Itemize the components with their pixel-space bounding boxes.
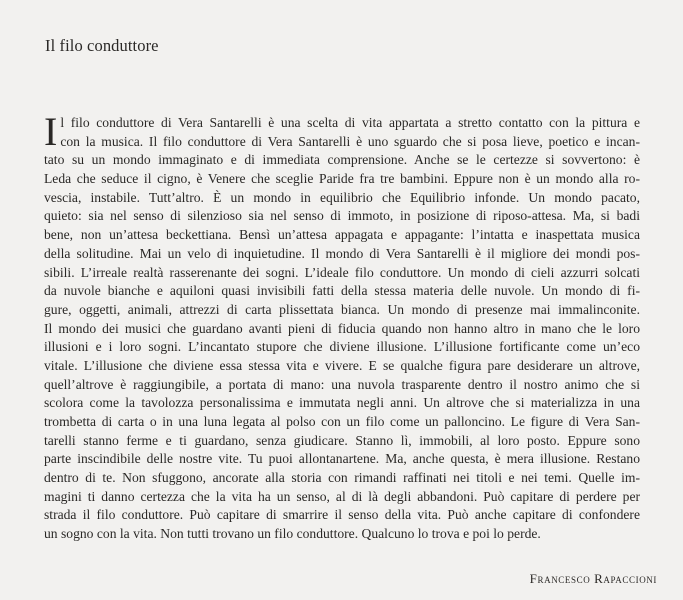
text-line: Leda che seduce il cigno, è Venere che sceglie Paride fra tre bambini. Eppure non è un mondo alla ro- — [44, 171, 640, 187]
text-line: tarelli stanno ferme e ti guardano, senza giudicare. Stanno lì, immobili, al loro posto. Eppure sono — [44, 432, 640, 448]
text-line: trombetta di carta o in una luna legata al polso con un filo come un palloncino. Le figure di Vera San- — [44, 414, 640, 429]
text-line: sibili. L’irreale realtà rasserenante dei sogni. L’ideale filo conduttore. Un mondo di cieli azzurri solcati — [44, 264, 640, 280]
text-line: gure, oggetti, animali, attrezzi di carta plissettata bianca. Un mondo di presenze mai immalinconite. — [44, 301, 640, 317]
text-line: strada il filo conduttore. Può capitare di smarrire il senso della vita. Può anche capitare di confondere — [44, 507, 640, 523]
body-text — [44, 109, 640, 544]
text-line: quell’altrove è raggiungibile, a portata di mano: una nuvola trasparente dentro il nostro animo che si — [44, 376, 640, 392]
text-line: vitale. L’illusione che diviene essa stessa vita e vivere. E se qualche figura pare desiderare un altrove, — [44, 357, 640, 373]
page-title: Il filo conduttore — [45, 36, 159, 55]
text-line: un sogno con la vita. Non tutti trovano un filo conduttore. Qualcuno lo trova e poi lo perde. — [44, 526, 541, 542]
text-line: magini ti danno certezza che la vita ha un senso, al di là degli abbandoni. Può capitare di perdere per — [44, 488, 640, 504]
text-line: parte inscindibile delle nostre vite. Tu puoi allontanartene. Ma, anche questa, è mera illusione. Restano — [44, 451, 640, 467]
text-line: della solitudine. Mai un velo di inquietudine. Il mondo di Vera Santarelli è il migliore dei mondi pos- — [44, 245, 640, 261]
text-line: Il mondo dei musici che guardano avanti pieni di fiducia quando non hanno altro in mano che le loro — [44, 320, 640, 336]
text-line: tato su un mondo immaginato e di immediata comprensione. Anche se le certezze si sovvertono: è — [44, 152, 640, 168]
text-line: vescia, instabile. Tutt’altro. È un mondo in equilibrio che Equilibrio infonde. Un mondo pacato, — [44, 189, 640, 205]
author-signature: Francesco Rapaccioni — [529, 571, 657, 586]
text-line: da nuvole bianche e aquiloni quasi invisibili fatti della stessa materia delle nuvole. Un mondo di fi- — [44, 283, 640, 299]
dropcap-letter: I — [44, 109, 58, 154]
text-line: bene, non un’attesa beckettiana. Bensì un’attesa appagata e appagante: l’intatta e inaspettata musica — [44, 227, 640, 243]
text-line: illusioni e i loro sogni. L’incantato stupore che diviene illusione. L’illusione fortificante come un’eco — [44, 339, 640, 355]
text-line: con la musica. Il filo conduttore di Vera Santarelli è uno sguardo che si posa lieve, poetico e incan- — [60, 133, 640, 149]
text-line: dentro di te. Non sfuggono, ancorate alla storia con rimandi raffinati nei titoli e nei temi. Quelle im- — [44, 470, 640, 486]
text-line: quieto: sia nel senso di silenzioso sia nel senso di immoto, in posizione di riposo-attesa. Ma, si badi — [44, 208, 640, 224]
text-line: l filo conduttore di Vera Santarelli è una scelta di vita appartata a stretto contatto con la pittura e — [60, 115, 640, 130]
text-line: scolora come la tavolozza personalissima e immutata negli anni. Un altrove che si materializza in una — [44, 395, 640, 411]
